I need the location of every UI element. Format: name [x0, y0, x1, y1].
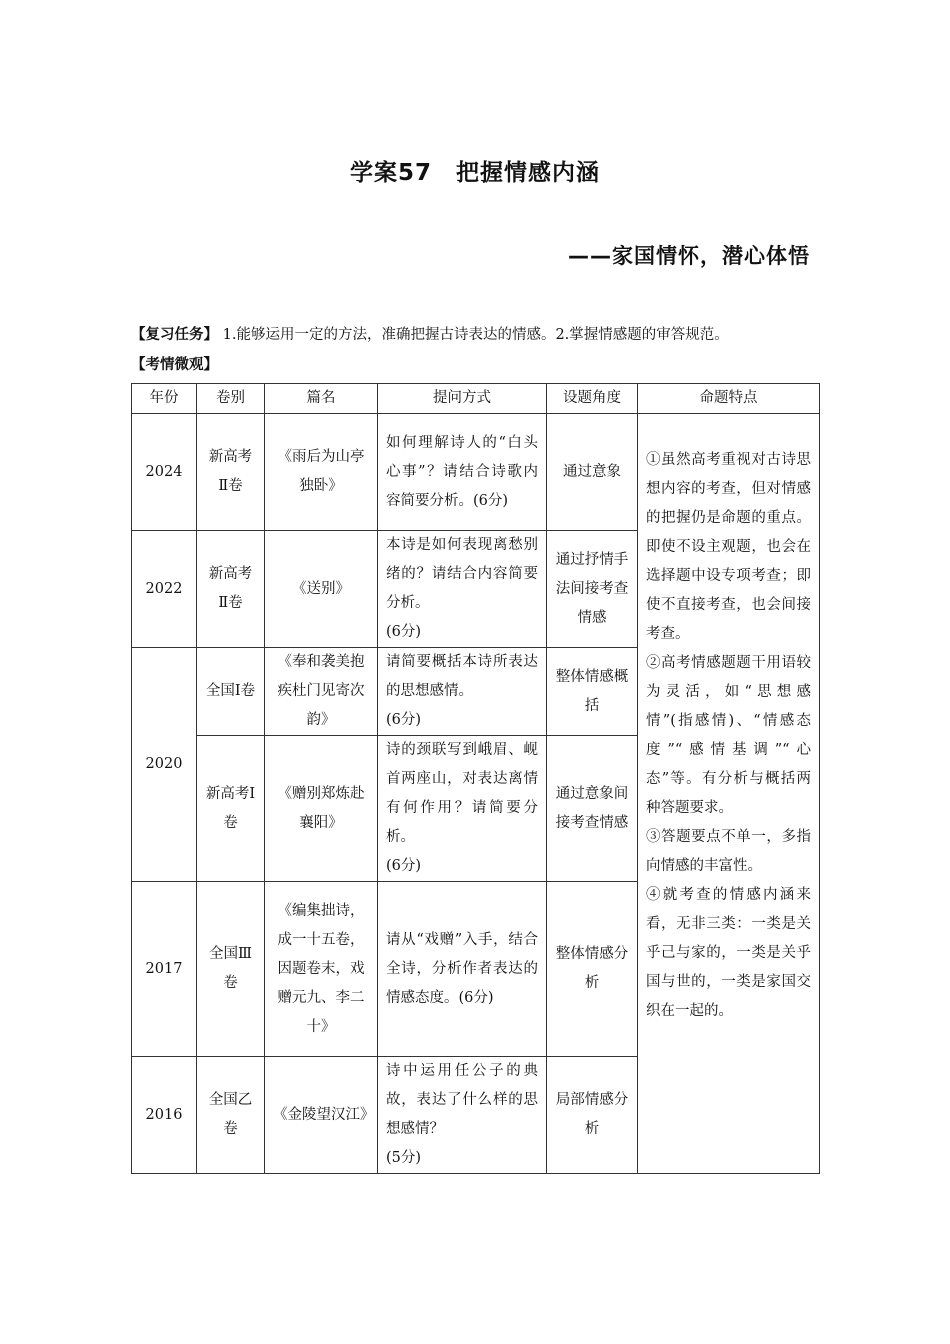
header-question: 提问方式 [378, 384, 547, 414]
exam-table [131, 383, 820, 1174]
review-task [131, 324, 831, 346]
exam-section-label: 【考情微观】 [131, 357, 218, 373]
cell-poem: 《雨后为山亭独卧》 [265, 414, 378, 531]
feature-item: ②高考情感题题干用语较为灵活，如“思想感情”(指感情)、“情感态度”“感情基调”“心态”等。有分析与概括两种答题要求。 [646, 655, 811, 816]
cell-poem: 《赠别郑炼赴襄阳》 [265, 736, 378, 882]
cell-angle: 通过意象间接考查情感 [547, 736, 638, 882]
cell-paper: 全国Ⅰ卷 [197, 648, 265, 736]
header-poem: 篇名 [265, 384, 378, 414]
review-task-label: 【复习任务】 [131, 327, 218, 343]
cell-paper: 全国乙卷 [197, 1057, 265, 1174]
cell-year: 2016 [132, 1057, 197, 1174]
table-header-row [132, 384, 820, 414]
cell-angle: 整体情感概括 [547, 648, 638, 736]
question-text: 请简要概括本诗所表达的思想感情。 [386, 654, 538, 699]
cell-poem: 《编集拙诗，成一十五卷，因题卷末，戏赠元九、李二十》 [265, 882, 378, 1057]
review-task-text: 1.能够运用一定的方法，准确把握古诗表达的情感。2.掌握情感题的审答规范。 [222, 327, 729, 343]
cell-year: 2024 [132, 414, 197, 531]
question-score: (6分) [386, 858, 422, 874]
cell-year: 2020 [132, 648, 197, 882]
question-score: (5分) [386, 1150, 422, 1166]
question-score: (6分) [386, 624, 422, 640]
cell-question: 如何理解诗人的“白头心事”？请结合诗歌内容简要分析。(6分) [378, 414, 547, 531]
question-text: 诗的颈联写到峨眉、岘首两座山，对表达离情有何作用？请简要分析。 [386, 742, 538, 845]
question-text: 诗中运用任公子的典故，表达了什么样的思想感情？ [386, 1063, 538, 1137]
cell-angle: 通过意象 [547, 414, 638, 531]
cell-angle: 局部情感分析 [547, 1057, 638, 1174]
header-angle: 设题角度 [547, 384, 638, 414]
cell-angle: 整体情感分析 [547, 882, 638, 1057]
cell-angle: 通过抒情手法间接考查情感 [547, 531, 638, 648]
cell-question [378, 531, 547, 648]
cell-poem: 《金陵望汉江》 [265, 1057, 378, 1174]
cell-question: 请从“戏赠”入手，结合全诗，分析作者表达的情感态度。(6分) [378, 882, 547, 1057]
header-year: 年份 [132, 384, 197, 414]
header-paper: 卷别 [197, 384, 265, 414]
feature-item: ①虽然高考重视对古诗思想内容的考查，但对情感的把握仍是命题的重点。即使不设主观题，也会在选择题中设专项考查；即使不直接考查，也会间接考查。 [646, 452, 811, 642]
header-features: 命题特点 [638, 384, 820, 414]
cell-paper: 全国Ⅲ卷 [197, 882, 265, 1057]
page-title: 学案57 把握情感内涵 [349, 160, 600, 186]
table-row [132, 414, 820, 531]
cell-paper: 新高考Ⅱ卷 [197, 531, 265, 648]
page-subtitle: ——家国情怀，潜心体悟 [568, 244, 810, 268]
cell-features [638, 414, 820, 1174]
cell-year: 2022 [132, 531, 197, 648]
feature-item: ③答题要点不单一，多指向情感的丰富性。 [646, 829, 811, 874]
cell-poem: 《奉和袭美抱疾杜门见寄次韵》 [265, 648, 378, 736]
cell-year: 2017 [132, 882, 197, 1057]
cell-question [378, 648, 547, 736]
cell-question [378, 1057, 547, 1174]
feature-item: ④就考查的情感内涵来看，无非三类：一类是关乎己与家的，一类是关乎国与世的，一类是家国交织在一起的。 [646, 887, 811, 1019]
cell-paper: 新高考Ⅱ卷 [197, 414, 265, 531]
question-score: (6分) [386, 712, 422, 728]
cell-question [378, 736, 547, 882]
cell-poem: 《送别》 [265, 531, 378, 648]
cell-paper: 新高考Ⅰ卷 [197, 736, 265, 882]
question-text: 本诗是如何表现离愁别绪的？请结合内容简要分析。 [386, 537, 538, 611]
